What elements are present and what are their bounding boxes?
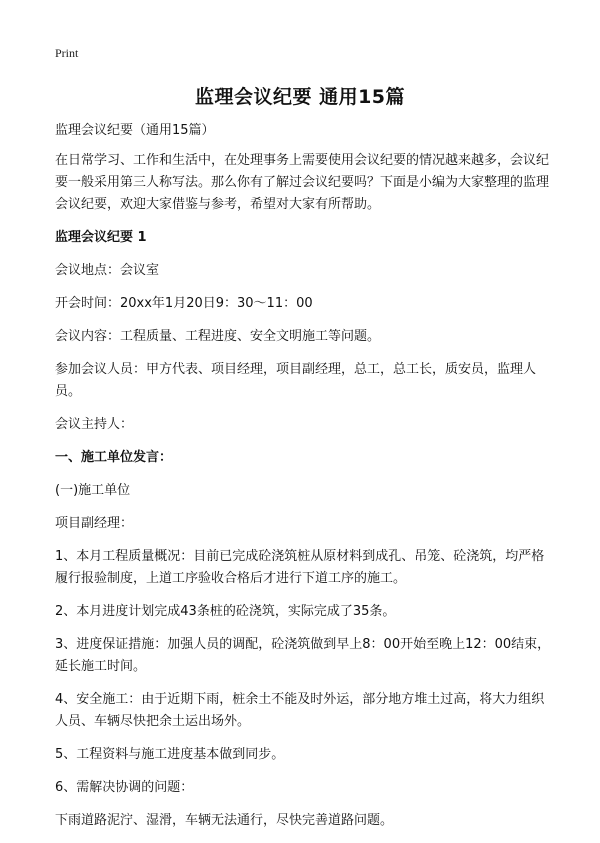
document-body bbox=[55, 120, 555, 843]
paragraph: 5、工程资料与施工进度基本做到同步。 bbox=[55, 747, 285, 762]
paragraph: 参加会议人员：甲方代表、项目经理，项目副经理，总工，总工长，质安员，监理人员。 bbox=[55, 362, 537, 399]
paragraph: 在日常学习、工作和生活中，在处理事务上需要使用会议纪要的情况越来越多，会议纪要一般采用第三人称写法。那么你有了解过会议纪要吗？下面是小编为大家整理的监理会议纪要，欢迎大家借鉴与参考，希望对大家有所帮助。 bbox=[55, 153, 550, 212]
paragraph: 1、本月工程质量概况：目前已完成砼浇筑桩从原材料到成孔、吊笼、砼浇筑，均严格履行报验制度，上道工序验收合格后才进行下道工序的施工。 bbox=[55, 549, 545, 586]
paragraph: 会议地点：会议室 bbox=[55, 263, 160, 278]
section-heading: 一、施工单位发言： bbox=[55, 450, 173, 465]
paragraph: 下雨道路泥泞、湿滑，车辆无法通行，尽快完善道路问题。 bbox=[55, 813, 394, 828]
document-subtitle: 监理会议纪要（通用15篇） bbox=[55, 123, 215, 138]
paragraph: 4、安全施工：由于近期下雨，桩余土不能及时外运，部分地方堆土过高，将大力组织人员、车辆尽快把余土运出场外。 bbox=[55, 692, 545, 729]
print-link[interactable]: Print bbox=[55, 46, 79, 60]
paragraph: 会议主持人： bbox=[55, 417, 134, 432]
paragraph: 6、需解决协调的问题： bbox=[55, 780, 194, 795]
section-heading: 监理会议纪要 1 bbox=[55, 230, 147, 245]
paragraph: 会议内容：工程质量、工程进度、安全文明施工等问题。 bbox=[55, 329, 381, 344]
paragraph: (一)施工单位 bbox=[55, 483, 131, 498]
document-title: 监理会议纪要 通用15篇 bbox=[194, 86, 406, 108]
paragraph: 3、进度保证措施：加强人员的调配，砼浇筑做到早上8：00开始至晚上12：00结束，延长施工时间。 bbox=[55, 637, 551, 674]
paragraph: 项目副经理： bbox=[55, 516, 134, 531]
paragraph: 2、本月进度计划完成43条桩的砼浇筑，实际完成了35条。 bbox=[55, 604, 396, 619]
paragraph: 开会时间：20xx年1月20日9：30～11：00 bbox=[55, 296, 313, 311]
